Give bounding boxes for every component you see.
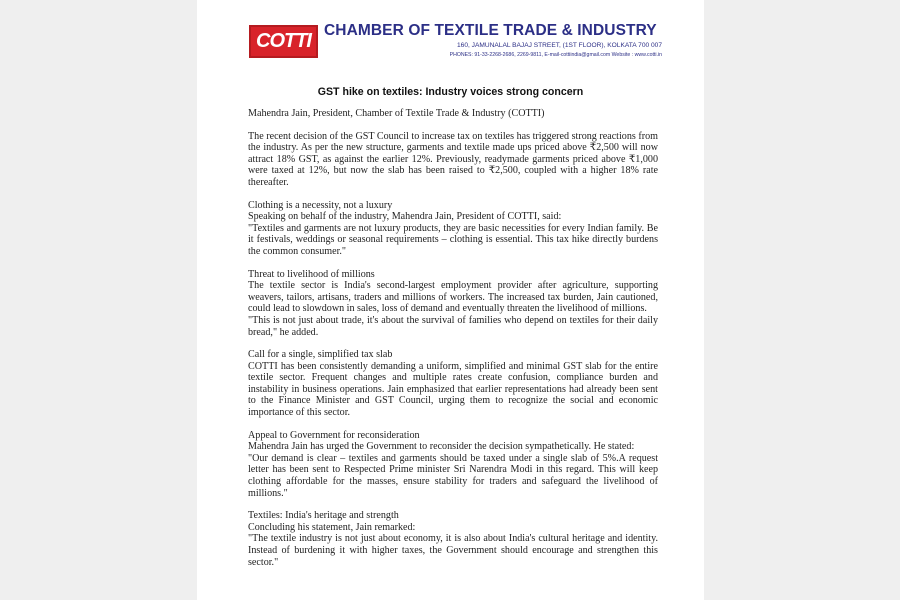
document-page	[197, 0, 704, 600]
section-appeal	[248, 430, 658, 500]
section-heading: Call for a single, simplified tax slab	[248, 349, 393, 361]
section-text: The textile sector is India's second-largest employment provider after agriculture, supporting weavers, tailors, artisans, traders and millions of workers. The increased tax burden, Jain cautioned, could lead to slowdown in sales, loss of demand and eventually threaten the livelihood of millions.	[248, 280, 658, 315]
section-quote: "The textile industry is not just about economy, it is also about India's cultural heritage and identity. Instead of burdening it with higher taxes, the Government should encourage and strengthen this sector."	[248, 533, 658, 568]
section-heritage	[248, 510, 658, 568]
organization-contact: PHONES: 91-33-2268-2686, 2269-9811, E-mail-cottiindia@gmail.com Website : www.cotti.in	[449, 52, 662, 58]
section-tax-slab	[248, 349, 658, 419]
section-heading: Clothing is a necessity, not a luxury	[248, 199, 393, 211]
organization-name: CHAMBER OF TEXTILE TRADE & INDUSTRY	[324, 22, 657, 39]
section-heading: Textiles: India's heritage and strength	[248, 510, 399, 522]
section-text: Concluding his statement, Jain remarked:	[248, 521, 416, 533]
section-text: Speaking on behalf of the industry, Mahendra Jain, President of COTTI, said:	[248, 211, 562, 223]
section-heading: Threat to livelihood of millions	[248, 268, 375, 280]
headline: GST hike on textiles: Industry voices strong concern	[317, 86, 584, 98]
section-quote: "Our demand is clear – textiles and garments should be taxed under a single slab of 5%.A request letter has been sent to Respected Prime minister Sri Narendra Modi in this regard. This will keep clothing affordable for the masses, ensure stability for traders and safeguard the livelihood of millions."	[248, 452, 658, 499]
section-text: COTTI has been consistently demanding a uniform, simplified and minimal GST slab for the entire textile sector. Frequent changes and multiple rates create confusion, compliance burden and instability in business operations. Jain emphasized that earlier representations had already been sent to the Finance Minister and GST Council, urging them to recognize the social and economic importance of this sector.	[248, 360, 658, 419]
article-body	[248, 108, 658, 579]
section-livelihood	[248, 269, 658, 339]
section-heading: Appeal to Government for reconsideration	[248, 429, 420, 441]
section-quote: "Textiles and garments are not luxury products, they are basic necessities for every Indian family. Be it festivals, weddings or seasonal requirements – clothing is essential. This tax hike directly burdens the common consumer."	[248, 222, 658, 257]
byline: Mahendra Jain, President, Chamber of Textile Trade & Industry (COTTI)	[248, 108, 545, 119]
organization-address: 160, JAMUNALAL BAJAJ STREET, (1ST FLOOR), KOLKATA 700 007	[457, 42, 662, 49]
letterhead	[249, 22, 669, 62]
section-text: Mahendra Jain has urged the Government to reconsider the decision sympathetically. He stated:	[248, 441, 635, 453]
intro-paragraph: The recent decision of the GST Council to increase tax on textiles has triggered strong reactions from the industry. As per the new structure, garments and textile made ups priced above ₹2,500 will now attract 18% GST, as against the earlier 12%. Previously, readymade garments priced above ₹1,000 were taxed at 12%, but now the slab has been raised to ₹2,500, coupled with a higher 18% rate thereafter.	[248, 130, 658, 188]
section-quote: "This is not just about trade, it's about the survival of families who depend on textiles for their daily bread," he added.	[248, 314, 658, 338]
section-clothing	[248, 200, 658, 258]
logo-text: COTTI	[256, 30, 311, 52]
